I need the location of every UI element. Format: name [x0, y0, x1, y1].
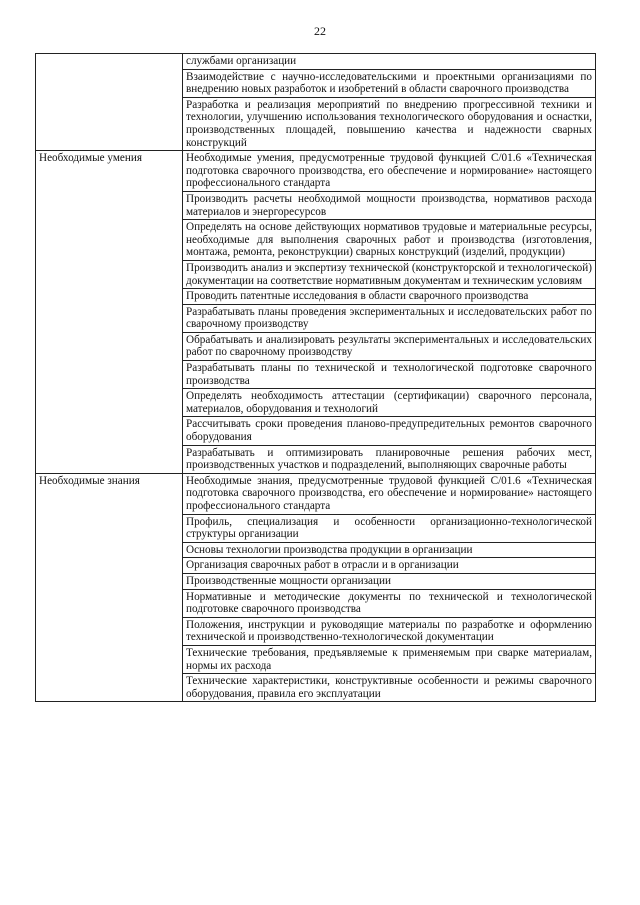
requirement-cell: Обрабатывать и анализировать результаты экспериментальных и исследовательских работ по сварочному производству: [183, 332, 596, 360]
requirement-cell: Взаимодействие с научно-исследовательскими и проектными организациями по внедрению новых разработок и изобретений в области сварочного производства: [183, 69, 596, 97]
requirement-cell: Производить анализ и экспертизу технической (конструкторской и технологической) документации на соответствие нормативным документам и техническим условиям: [183, 260, 596, 288]
requirements-table-body: [36, 54, 596, 702]
requirement-cell: службами организации: [183, 54, 596, 70]
requirement-cell: Положения, инструкции и руководящие материалы по разработке и оформлению технической и производственно-технологической документации: [183, 617, 596, 645]
requirement-cell: Проводить патентные исследования в области сварочного производства: [183, 289, 596, 305]
requirement-cell: Рассчитывать сроки проведения планово-предупредительных ремонтов сварочного оборудования: [183, 417, 596, 445]
requirement-cell: Необходимые знания, предусмотренные трудовой функцией С/01.6 «Техническая подготовка сварочного производства, его обеспечение и нормирование» настоящего профессионального стандарта: [183, 473, 596, 514]
table-row: [36, 151, 596, 192]
requirement-cell: Разрабатывать и оптимизировать планировочные решения рабочих мест, производственных участков и подразделений, выполняющих сварочные работы: [183, 445, 596, 473]
section-label: Необходимые умения: [36, 151, 183, 474]
requirement-cell: Разрабатывать планы проведения экспериментальных и исследовательских работ по сварочному производству: [183, 304, 596, 332]
section-label: [36, 54, 183, 151]
requirement-cell: Разработка и реализация мероприятий по внедрению прогрессивной техники и технологии, улучшению использования технологического оборудования и оснастки, производственных площадей, повышению качества и надежности сварных конструкций: [183, 97, 596, 150]
page-number: 22: [314, 24, 326, 38]
requirement-cell: Определять необходимость аттестации (сертификации) сварочного персонала, материалов, оборудования и технологий: [183, 389, 596, 417]
table-row: [36, 54, 596, 70]
requirement-cell: Организация сварочных работ в отрасли и в организации: [183, 558, 596, 574]
requirement-cell: Разрабатывать планы по технической и технологической подготовке сварочного производства: [183, 361, 596, 389]
table-row: [36, 473, 596, 514]
requirements-table: [35, 53, 596, 702]
requirement-cell: Нормативные и методические документы по технической и технологической подготовке сварочного производства: [183, 589, 596, 617]
requirement-cell: Производственные мощности организации: [183, 573, 596, 589]
requirement-cell: Технические требования, предъявляемые к применяемым при сварке материалам, нормы их расхода: [183, 645, 596, 673]
requirement-cell: Основы технологии производства продукции в организации: [183, 542, 596, 558]
section-label: Необходимые знания: [36, 473, 183, 702]
requirement-cell: Необходимые умения, предусмотренные трудовой функцией С/01.6 «Техническая подготовка сварочного производства, его обеспечение и нормирование» настоящего профессионального стандарта: [183, 151, 596, 192]
requirement-cell: Определять на основе действующих нормативов трудовые и материальные ресурсы, необходимые для выполнения сварочных работ и производства (изготовления, монтажа, ремонта, реконструкции) сварных конструкций (изделий, продукции): [183, 220, 596, 261]
requirement-cell: Производить расчеты необходимой мощности производства, нормативов расхода материалов и энергоресурсов: [183, 191, 596, 219]
requirement-cell: Профиль, специализация и особенности организационно-технологической структуры организации: [183, 514, 596, 542]
requirement-cell: Технические характеристики, конструктивные особенности и режимы сварочного оборудования, правила его эксплуатации: [183, 674, 596, 702]
